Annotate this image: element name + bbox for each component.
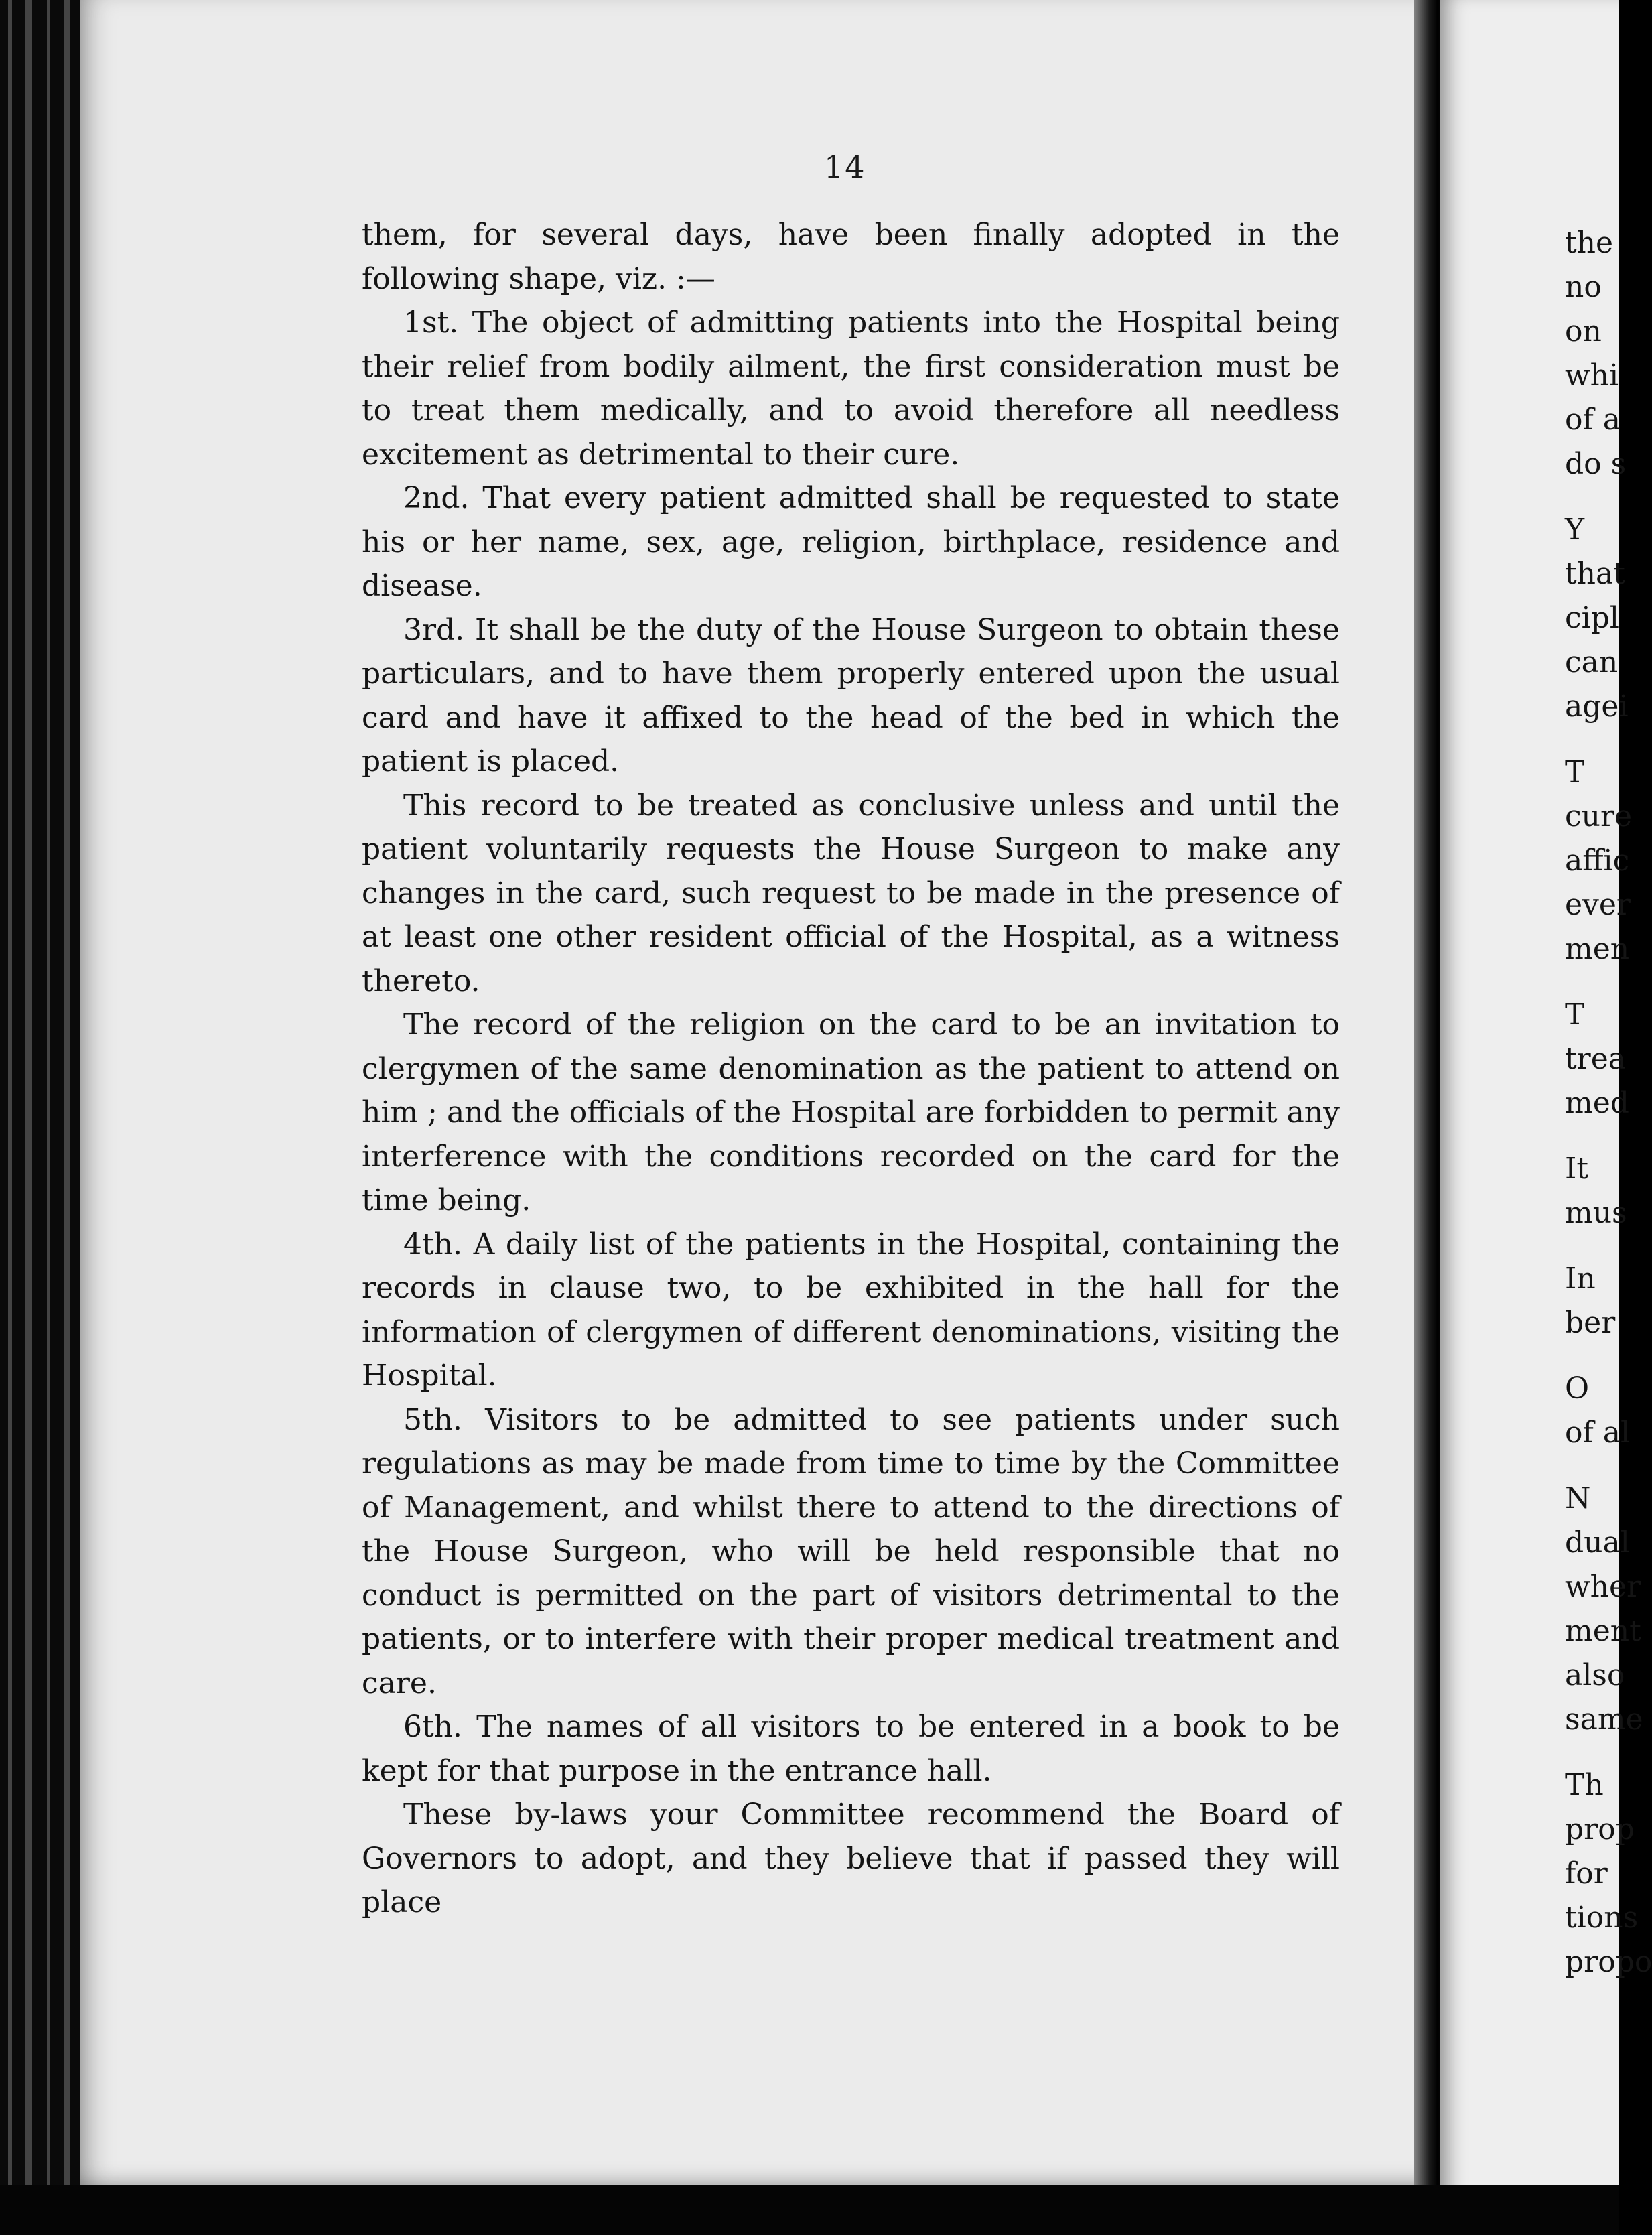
right-fragment: cure [1565,799,1633,833]
right-fragment: trea [1565,1042,1626,1076]
right-fragment: of al [1565,1416,1631,1450]
right-fragment: whi [1565,358,1619,393]
right-fragment: tions [1565,1901,1639,1935]
right-fragment: cipl [1565,601,1619,635]
right-fragment: wher [1565,1570,1641,1604]
right-fragment: on [1565,314,1602,348]
right-fragment: It [1565,1152,1589,1186]
paragraph: 6th. The names of all visitors to be entered in a book to be kept for that purpose in the entrance hall. [362,1710,1340,1788]
right-fragment: In [1565,1262,1596,1296]
right-fragment: men [1565,932,1630,966]
right-fragment: Y [1565,513,1585,547]
bottom-edge [0,2185,1619,2235]
right-fragment: agei [1565,689,1629,724]
page-number: 14 [824,149,866,185]
right-fragment: ment [1565,1614,1641,1648]
right-fragment: do s [1565,447,1627,481]
paragraph: 2nd. That every patient admitted shall be requested to state his or her name, sex, age, religion, birthplace, residence and disease. [362,481,1340,603]
right-fragment: O [1565,1371,1590,1406]
paragraph: 1st. The object of admitting patients into the Hospital being their relief from bodily ailment, the first consideration must be to treat them medically, and to avoid therefore all needless excitement as detrimental to their cure. [362,306,1340,472]
right-fragment: no [1565,270,1602,304]
right-fragment: Th [1565,1768,1604,1802]
right-fragment: propo [1565,1945,1652,1979]
right-fragment: the [1565,226,1614,260]
right-fragment: that [1565,557,1625,591]
right-fragment: N [1565,1481,1591,1515]
paragraph: them, for several days, have been finally adopted in the following shape, viz. :— [362,218,1340,296]
right-fragment: also [1565,1658,1625,1692]
paragraph: The record of the religion on the card to be an invitation to clergymen of the same denomination as the patient to attend on him ; and the officials of the Hospital are forbidden to permit any interference with the conditions recorded on the card for the time being. [362,1008,1340,1217]
paragraph: This record to be treated as conclusive unless and until the patient voluntarily requests the House Surgeon to make any changes in the card, such request to be made in the presence of at least one other resident official of the Hospital, as a witness thereto. [362,788,1340,998]
right-fragment: of a [1565,403,1621,437]
right-fragment: affic [1565,843,1630,878]
right-fragment: med [1565,1086,1629,1120]
paragraph: 4th. A daily list of the patients in the Hospital, containing the records in clause two, to be exhibited in the hall for the information of clergymen of different denominations, visiting the Hospital. [362,1227,1340,1393]
right-fragment: dual [1565,1526,1630,1560]
right-page-text [1565,221,1652,1984]
body-text [362,213,1340,1925]
right-fragment: mus [1565,1196,1627,1230]
right-fragment: can [1565,645,1619,679]
right-fragment: ever [1565,888,1631,922]
right-fragment: for [1565,1856,1608,1891]
binding-strip [0,0,87,2235]
paragraph: 5th. Visitors to be admitted to see patients under such regulations as may be made from time to time by the Committee of Management, and whilst there to attend to the directions of the House Surgeon, who will be held responsible that no conduct is permitted on the part of visitors detrimental to the patients, or to interfere with their proper medical treatment and care. [362,1402,1340,1700]
right-fragment: ber [1565,1306,1616,1340]
right-fragment: T [1565,755,1585,789]
right-fragment: same [1565,1702,1643,1737]
right-fragment: T [1565,998,1585,1032]
paragraph: These by-laws your Committee recommend the Board of Governors to adopt, and they believe that if passed they will place [362,1798,1340,1919]
right-fragment: prop [1565,1812,1635,1846]
paragraph: 3rd. It shall be the duty of the House Surgeon to obtain these particulars, and to have them properly entered upon the usual card and have it affixed to the head of the bed in which the patient is placed. [362,612,1340,778]
